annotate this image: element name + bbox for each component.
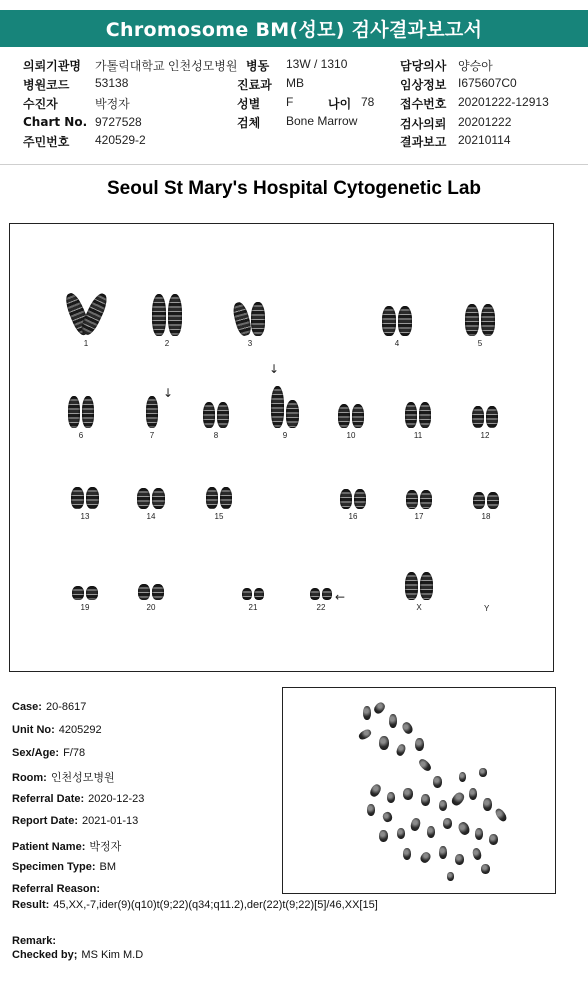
chromosome-pair-1 — [70, 292, 102, 348]
chromosome-label: 16 — [348, 512, 358, 521]
chromosome-pair-8 — [203, 402, 229, 440]
value-requesting-institution: 가톨릭대학교 인천성모병원 — [95, 59, 238, 73]
chromosome-pair-6 — [68, 396, 94, 440]
karyogram-panel — [9, 223, 554, 672]
chromosome-label: 20 — [146, 603, 156, 612]
case-row: Case: 20-8617 — [12, 701, 87, 713]
info-divider — [0, 164, 588, 165]
specimen-type-row: Specimen Type: BM — [12, 861, 117, 873]
label-chart-no: Chart No. — [23, 115, 88, 129]
chromosome-label: 10 — [346, 431, 356, 440]
chromosome-label: 3 — [247, 339, 253, 348]
chromosome-label: 17 — [414, 512, 424, 521]
label-sex: 성별 — [237, 97, 261, 111]
value-ward: 13W / 1310 — [286, 57, 348, 71]
label-hospital-code: 병원코드 — [23, 78, 70, 92]
label-test-request: 검사의뢰 — [400, 117, 447, 131]
chromosome-label: 4 — [394, 339, 400, 348]
label-ward: 병동 — [246, 59, 270, 73]
label-age: 나이 — [328, 97, 352, 111]
value-patient: 박정자 — [95, 97, 130, 111]
label-attending-physician: 담당의사 — [400, 59, 447, 73]
room-row: Room: 인천성모병원 — [12, 772, 115, 784]
value-attending-physician: 양승아 — [458, 59, 493, 73]
chromosome-label: 22 — [316, 603, 326, 612]
chromosome-label: 18 — [481, 512, 491, 521]
chromosome-pair-12 — [472, 406, 498, 440]
remark-row: Remark: — [12, 935, 57, 947]
label-department: 진료과 — [237, 78, 272, 92]
label-patient: 수진자 — [23, 97, 58, 111]
chromosome-label: 9 — [282, 431, 288, 440]
sex-age-row: Sex/Age: F/78 — [12, 747, 86, 759]
label-requesting-institution: 의뢰기관명 — [23, 59, 81, 73]
chromosome-pair-17 — [406, 490, 432, 521]
chromosome-pair-2 — [152, 294, 182, 348]
result-row: Result: 45,XX,-7,ider(9)(q10)t(9;22)(q34;q11.2),der(22)t(9;22)[5]/46,XX[15] — [12, 899, 378, 911]
value-chart-no: 9727528 — [95, 115, 142, 129]
metaphase-spread-image — [282, 687, 556, 894]
arrow-down-icon: ↓ — [163, 386, 174, 400]
referral-date-row: Referral Date: 2020-12-23 — [12, 793, 145, 805]
chromosome-label: 2 — [164, 339, 170, 348]
referral-reason-row: Referral Reason: — [12, 883, 101, 895]
arrow-left-icon: ← — [335, 590, 346, 604]
chromosome-label: 12 — [480, 431, 490, 440]
chromosome-pair-14 — [137, 488, 165, 521]
chromosome-label: 19 — [80, 603, 90, 612]
report-title: Chromosome BM(성모) 검사결과보고서 — [105, 19, 483, 41]
label-receipt-no: 접수번호 — [400, 97, 447, 111]
chromosome-pair-11 — [405, 402, 431, 440]
chromosome-pair-5 — [465, 304, 495, 348]
chromosome-slot-y — [484, 601, 489, 613]
chromosome-label: 1 — [83, 339, 89, 348]
value-department: MB — [286, 76, 304, 90]
lab-title: Seoul St Mary's Hospital Cytogenetic Lab — [106, 178, 482, 199]
chromosome-pair-15 — [206, 487, 232, 521]
chromosome-label: 13 — [80, 512, 90, 521]
chromosome-label: 7 — [149, 431, 155, 440]
value-result-report: 20210114 — [458, 133, 511, 147]
value-hospital-code: 53138 — [95, 76, 129, 90]
chromosome-label: 8 — [213, 431, 219, 440]
chromosome-pair-20 — [138, 584, 164, 612]
value-specimen: Bone Marrow — [286, 114, 358, 128]
label-specimen: 검체 — [237, 116, 261, 130]
chromosome-pair-3 — [235, 302, 265, 348]
value-receipt-no: 20201222-12913 — [458, 95, 549, 109]
value-age: 78 — [361, 95, 375, 109]
chromosome-label: 6 — [78, 431, 84, 440]
patient-name-row: Patient Name: 박정자 — [12, 841, 122, 853]
chromosome-pair-18 — [473, 492, 499, 521]
chromosome-label: 11 — [413, 431, 423, 440]
unit-no-row: Unit No: 4205292 — [12, 724, 102, 736]
value-clinical-info: I675607C0 — [458, 76, 517, 90]
chromosome-label: 5 — [477, 339, 483, 348]
chromosome-label: X — [416, 603, 422, 612]
value-resident-no: 420529-2 — [95, 133, 146, 147]
value-test-request: 20201222 — [458, 115, 512, 129]
chromosome-pair-22 — [310, 588, 332, 612]
chromosome-pair-7 — [146, 396, 158, 440]
chromosome-pair-9 — [271, 386, 299, 440]
chromosome-label: 14 — [146, 512, 156, 521]
chromosome-pair-4 — [382, 306, 412, 348]
label-result-report: 결과보고 — [400, 135, 447, 149]
chromosome-pair-19 — [72, 586, 98, 612]
report-title-bar — [0, 10, 588, 47]
patient-info-grid — [0, 52, 588, 164]
chromosome-label: Y — [484, 604, 490, 613]
label-clinical-info: 임상정보 — [400, 78, 447, 92]
chromosome-pair-21 — [242, 588, 264, 612]
arrow-down-icon: ↓ — [269, 362, 280, 376]
chromosome-pair-13 — [71, 487, 99, 521]
chromosome-label: 21 — [248, 603, 258, 612]
chromosome-pair-x — [405, 572, 433, 612]
chromosome-label: 15 — [214, 512, 224, 521]
checked-by-row: Checked by; MS Kim M.D — [12, 949, 144, 961]
chromosome-pair-10 — [338, 404, 364, 440]
chromosome-pair-16 — [340, 489, 366, 521]
value-sex: F — [286, 95, 294, 109]
report-date-row: Report Date: 2021-01-13 — [12, 815, 139, 827]
label-resident-no: 주민번호 — [23, 135, 70, 149]
